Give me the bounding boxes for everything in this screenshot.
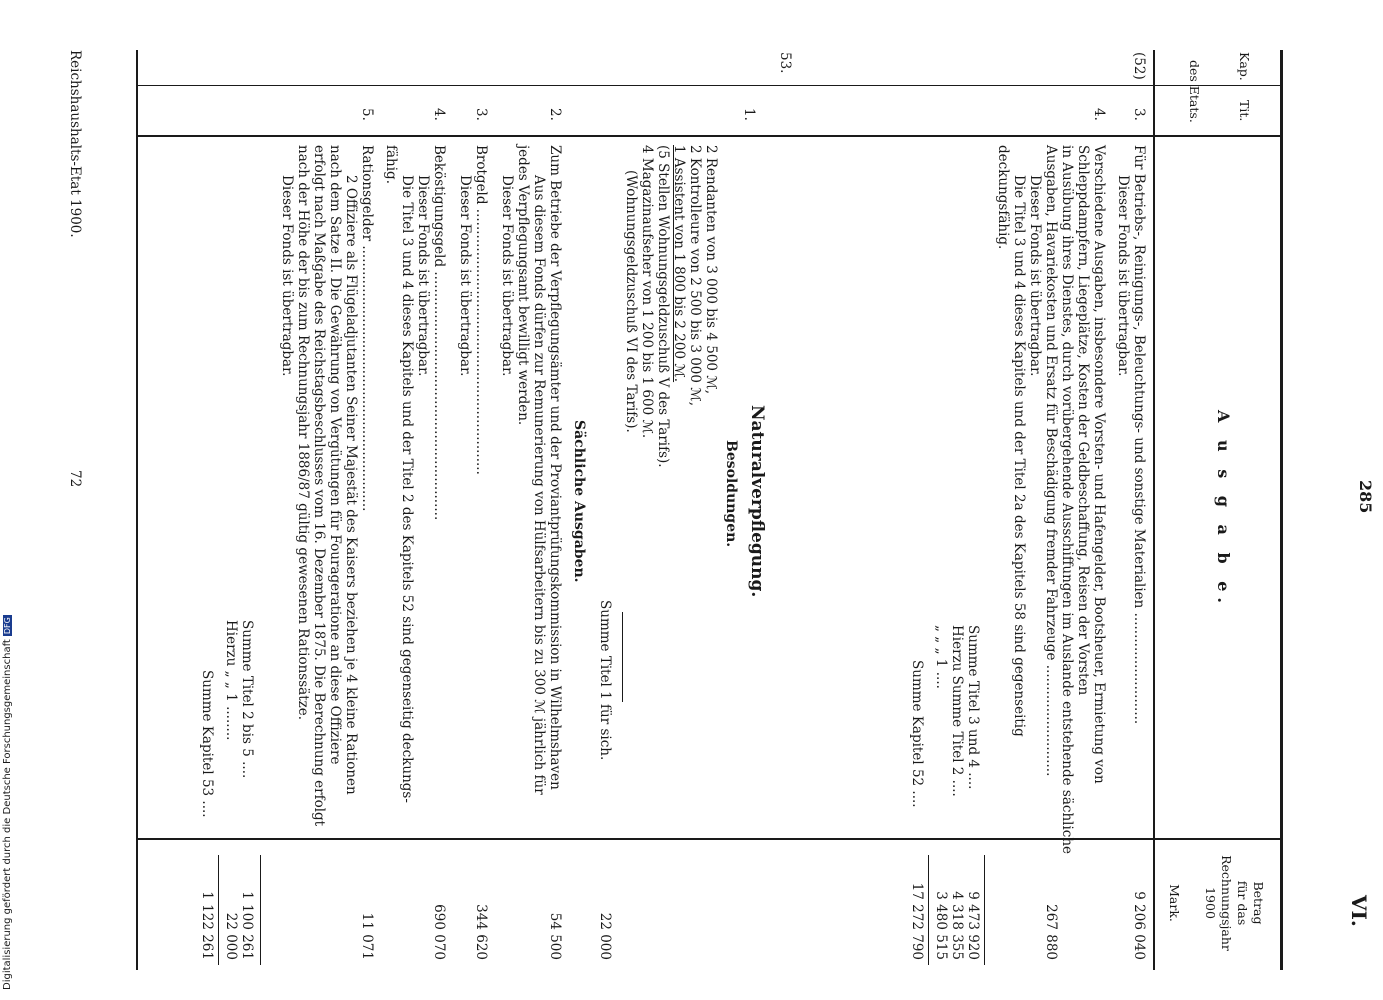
sum52-line2: Hierzu Summe Titel 2 .... (949, 625, 965, 797)
header-mark: Mark. (1167, 884, 1182, 922)
r2-line1: Zum Betriebe der Verpflegungsämter und der Proviantprüfungskommission in Wilhelmshaven (547, 145, 563, 790)
r4-line2: Schleppdampfern, Liegeplätze, Kosten der Geldbeschaffung, Reisen der Vorsten (1075, 145, 1091, 696)
header-tit: Tit. (1237, 100, 1252, 122)
sum-rule-52 (984, 855, 985, 965)
heading-naturalverpflegung: Naturalverpflegung. (747, 405, 767, 598)
sum53-line1: Summe Titel 2 bis 5 .... (239, 620, 255, 779)
r52-amount: 9 206 040 (1131, 891, 1147, 960)
credit-text: Digitalisierung gefördert durch die Deutsche Forschungsgemeinschaft (2, 639, 13, 990)
sum53-rule (622, 612, 623, 702)
tit-5: 5. (359, 108, 375, 121)
r4b-line2: Dieser Fonds ist übertragbar. (415, 175, 431, 377)
kap-52: (52) (1131, 52, 1147, 80)
header-betrag-3: Rechnungsjahr (1219, 855, 1234, 951)
tit-2: 2. (547, 108, 563, 121)
sum53-line3: Summe Kapitel 53 .... (199, 670, 215, 818)
tit-column-rule (138, 135, 1283, 137)
header-betrag-1: Betrag (1251, 881, 1266, 925)
r5-amount: 11 071 (359, 912, 375, 960)
header-kap: Kap. (1237, 52, 1252, 81)
top-rule (1280, 50, 1283, 970)
r52-line2: Dieser Fonds ist übertragbar. (1115, 175, 1131, 377)
r2-amount: 54 500 (547, 912, 563, 960)
sum-rule-52b (928, 855, 929, 965)
r53-sum: Summe Titel 1 für sich. (597, 600, 613, 761)
tit-4b: 4. (431, 108, 447, 121)
r53-amount: 22 000 (597, 912, 613, 960)
r2-line2: Aus diesem Fonds dürfen zur Remunerierung von Hülfsarbeitern bis zu 300 ℳ jährlich für (531, 175, 547, 795)
r4b-line4: fähig. (383, 145, 399, 184)
r5-line5: nach der Höhe der bis zum Rechnungsjahr 1886/87 gültig gewesenen Rationssätze. (295, 145, 311, 721)
header-des-etats: des Etats. (1187, 60, 1202, 123)
r53-line5: 4 Magazinaufseher von 1 200 bis 1 600 ℳ. (639, 145, 655, 439)
sum53-amount1: 1 100 261 (239, 891, 255, 960)
sum52-amount3: 3 480 515 (933, 891, 949, 960)
r4b-amount: 690 070 (431, 904, 447, 960)
sum52-amount2: 4 318 355 (949, 891, 965, 960)
section-mark: VI. (1347, 895, 1371, 927)
r5-line2: 2 Offiziere als Flügeladjutanten Seiner Majestät des Kaisers beziehen je 4 kleine Rationen (343, 175, 359, 795)
tit-1: 1. (741, 108, 757, 121)
r5-line6: Dieser Fonds ist übertragbar. (279, 175, 295, 377)
heading-besoldungen: Besoldungen. (723, 440, 739, 548)
sum52-amount1: 9 473 920 (965, 891, 981, 960)
r4-line3: in Ausübung ihres Dienstes, durch vorübergehende Ausschiffungen im Auslande entstehende sächliche (1059, 145, 1075, 855)
r53-line3: 1 Assistent von 1 800 bis 2 200 ℳ. (671, 145, 687, 383)
tit-4: 4. (1091, 108, 1107, 121)
sum53-line2: Hierzu „ „ 1 ........ (223, 620, 239, 741)
r4-line5: Dieser Fonds ist übertragbar. (1027, 175, 1043, 377)
r3-line2: Dieser Fonds ist übertragbar. (457, 175, 473, 377)
header-rule (1153, 50, 1155, 970)
page-number: 285 (1356, 480, 1375, 514)
r53-line6: (Wohnungsgeldzuschuß VI des Tarifs). (623, 170, 639, 433)
tit-3: 3. (1131, 108, 1147, 121)
r4-line6: Die Titel 3 und 4 dieses Kapitels und der Titel 2a des Kapitels 58 sind gegenseitig (1011, 175, 1027, 737)
dfg-logo: DFG (3, 617, 12, 635)
r53-line4: (5 Stellen Wohnungsgeldzuschuß V des Tarifs). (655, 145, 671, 468)
r4-line4: Ausgaben, Havariekosten und Ersatz für Beschädigung fremder Fahrzeuge .......................... (1043, 145, 1059, 777)
r2-line4: Dieser Fonds ist übertragbar. (499, 175, 515, 377)
side-page-number: 72 (67, 470, 83, 488)
r4-line1: Verschiedene Ausgaben, insbesondere Vorsten- und Hafengelder, Bootsheuer, Ermietung von (1091, 145, 1107, 784)
r4-amount: 267 880 (1043, 904, 1059, 960)
r3-amount: 344 620 (473, 904, 489, 960)
header-betrag-4: 1900 (1203, 887, 1218, 919)
heading-saechliche: Sächliche Ausgaben. (571, 420, 587, 583)
r3-line1: Brotgeld .............................................................. (473, 145, 489, 475)
r2-line3: jedes Verpflegungsamt bewilligt werden. (515, 145, 531, 426)
r5-line4: erfolgt nach Maßgabe des Reichstagsbeschlusses vom 16. Dezember 1875. Die Berechnung erfolgt (311, 145, 327, 827)
r53-line2: 2 Kontrolleure von 2 500 bis 3 000 ℳ, (687, 145, 703, 407)
tit-3b: 3. (473, 108, 489, 121)
running-foot: Reichshaushalts-Etat 1900. (67, 50, 83, 238)
sum52-line1: Summe Titel 3 und 4 .... (965, 625, 981, 790)
sum52-amount4: 17 272 790 (909, 882, 925, 960)
bottom-rule (136, 50, 138, 970)
sum-rule-53 (260, 855, 261, 965)
r4-line7: deckungsfähig. (995, 145, 1011, 250)
kap-53: 53. (777, 52, 793, 74)
sum52-line3: „ „ „ 1 .... (933, 625, 949, 689)
sum-rule-53b (218, 855, 219, 965)
r5-line1: Rationsgelder .............................................................. (359, 145, 375, 512)
header-betrag-2: für das (1235, 880, 1250, 926)
sum53-amount2: 22 000 (223, 912, 239, 960)
r52-line1: Für Betriebs-, Reinigungs-, Beleuchtungs- und sonstige Materialien .......................... (1131, 145, 1147, 725)
r4b-line1: Beköstigungsgeld .......................................................... (431, 145, 447, 521)
amount-column-rule (138, 838, 1283, 840)
r5-line3: nach dem Satze II. Die Gewährung von Vergütungen für Fourageratione an diese Offiziere (327, 145, 343, 765)
kap-column-rule (138, 85, 1283, 86)
r53-line1: 2 Rendanten von 3 000 bis 4 500 ℳ, (703, 145, 719, 395)
sum53-amount3: 1 122 261 (199, 891, 215, 960)
header-ausgabe: A u s g a b e. (1214, 410, 1233, 609)
r4b-line3: Die Titel 3 und 4 dieses Kapitels und der Titel 2 des Kapitels 52 sind gegenseitig deckungs- (399, 175, 415, 803)
sum52-line4: Summe Kapitel 52 .... (909, 660, 925, 808)
